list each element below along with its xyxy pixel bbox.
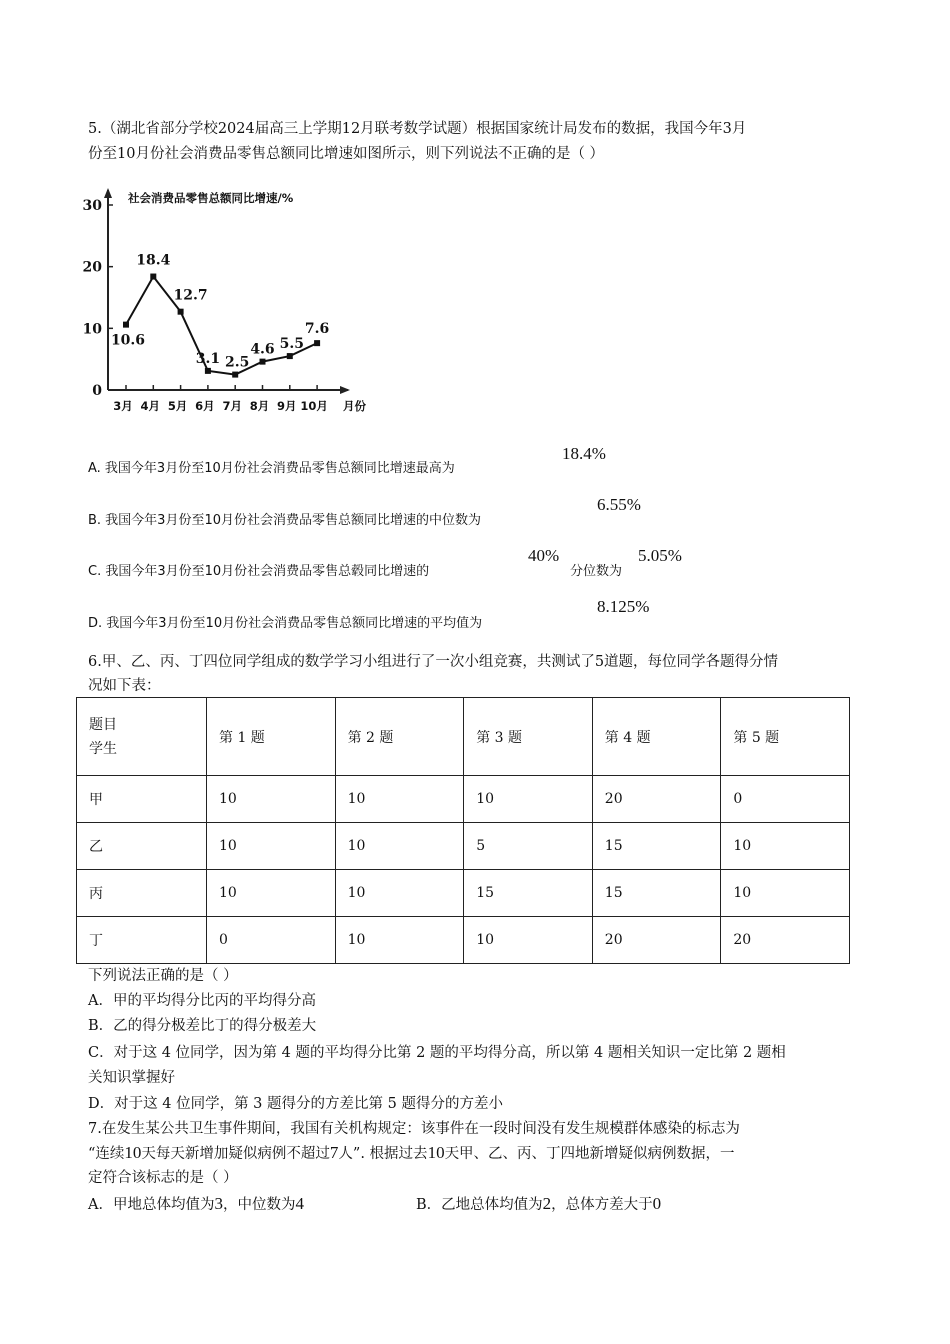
- q7-number-10: 10: [124, 1143, 142, 1162]
- q5-option-a-text: A. 我国今年3月份至10月份社会消费品零售总额同比增速最高为: [88, 461, 455, 476]
- table-row: [77, 776, 850, 823]
- score-cell: 0: [207, 917, 336, 964]
- q6-option-c-line1: C．对于这 4 位同学，因为第 4 题的平均得分比第 2 题的平均得分高，所以第 4 题相关知识一定比第 2 题相: [88, 1045, 786, 1061]
- data-point: [287, 353, 293, 359]
- q5-option-c-value: 5.05%: [638, 546, 682, 565]
- x-tick-label: 8月: [249, 399, 270, 413]
- score-cell: 10: [207, 776, 336, 823]
- score-cell: 20: [592, 776, 721, 823]
- q7-option-a: [88, 1191, 304, 1218]
- y-tick-label: 20: [82, 259, 102, 276]
- y-axis-arrow: [104, 188, 112, 198]
- series-line: [126, 277, 317, 375]
- table-corner-cell: [77, 698, 207, 776]
- x-tick-label: 4月: [140, 399, 161, 413]
- x-tick-label: 6月: [195, 399, 215, 413]
- q7-option-b: [416, 1191, 661, 1218]
- score-cell: 20: [721, 917, 850, 964]
- q7-option-a-median: 4: [295, 1194, 304, 1213]
- corner-bottom-label: 学生: [89, 740, 117, 757]
- score-cell: 10: [207, 870, 336, 917]
- x-axis-title: 月份: [343, 399, 366, 413]
- q5-stem-line1: 5.（湖北省部分学校2024届高三上学期12月联考数学试题）根据国家统计局发布的数据，我国今年3月: [88, 121, 747, 137]
- score-cell: 10: [335, 917, 464, 964]
- growth-line-chart: [80, 180, 380, 420]
- q5-stem-line2: 份至10月份社会消费品零售总额同比增速如图所示，则下列说法不正确的是（ ）: [88, 146, 605, 162]
- score-cell: 0: [721, 776, 850, 823]
- chart-title: 社会消费品零售总额同比增速/%: [128, 191, 294, 205]
- q7-option-b-mean: 2: [542, 1194, 552, 1213]
- score-cell: 10: [721, 870, 850, 917]
- data-label: 18.4: [136, 252, 171, 269]
- score-cell: 20: [592, 917, 721, 964]
- q7-line3: 定符合该标志的是（ ）: [88, 1170, 238, 1186]
- q6-option-b: B．乙的得分极差比丁的得分极差大: [88, 1018, 317, 1034]
- header-cell: 第 1 题: [207, 698, 336, 776]
- data-label: 12.7: [173, 287, 208, 304]
- header-cell: 第 4 题: [592, 698, 721, 776]
- score-cell: 10: [335, 870, 464, 917]
- x-axis-arrow: [340, 386, 350, 394]
- q7-line2-a: “连续: [88, 1146, 125, 1162]
- table-row: [77, 917, 850, 964]
- q5-option-c-part1: C. 我国今年3月份至10月份社会消费品零售总毂同比增速的: [88, 564, 430, 579]
- q7-option-a-text1: A．甲地总体均值为: [88, 1197, 215, 1213]
- score-cell: 15: [592, 823, 721, 870]
- q5-option-b-value: 6.55%: [597, 495, 641, 514]
- score-cell: 15: [592, 870, 721, 917]
- data-label: 10.6: [110, 332, 146, 349]
- x-tick-label: 3月: [113, 399, 133, 413]
- table-header-row: [77, 698, 850, 776]
- q5-option-a-value: 18.4%: [562, 444, 606, 463]
- q6-option-a: A．甲的平均得分比丙的平均得分高: [88, 993, 316, 1009]
- data-point: [314, 340, 320, 346]
- score-cell: 10: [464, 917, 593, 964]
- q5-option-c-part2: 分位数为: [570, 564, 623, 579]
- q7-line1: 7.在发生某公共卫生事件期间，我国有关机构规定：该事件在一段时间没有发生规模群体感染的标志为: [88, 1121, 740, 1137]
- q7-option-b-variance: 0: [652, 1194, 662, 1213]
- q7-line2: [88, 1140, 735, 1167]
- data-label: 5.5: [279, 336, 304, 353]
- q5-option-d: D. 我国今年3月份至10月份社会消费品零售总额同比增速的平均值为: [88, 616, 483, 631]
- q6-stem-line2: 况如下表：: [88, 678, 161, 694]
- header-cell: 第 3 题: [464, 698, 593, 776]
- data-point: [260, 359, 266, 365]
- score-cell: 15: [464, 870, 593, 917]
- x-tick-label: 5月: [167, 399, 188, 413]
- header-cell: 第 2 题: [335, 698, 464, 776]
- data-label: 7.6: [304, 321, 330, 338]
- student-name-cell: 丁: [77, 917, 207, 964]
- header-cell: 第 5 题: [721, 698, 850, 776]
- q7-option-b-text2: ，总体方差大于: [551, 1197, 653, 1213]
- q5-option-c-percent: 40%: [528, 546, 560, 565]
- corner-top-label: 题目: [89, 716, 117, 733]
- q7-line2-d: 天甲、乙、丙、丁四地新增疑似病例数据，一: [444, 1146, 735, 1162]
- score-table: [76, 697, 850, 964]
- score-cell: 10: [207, 823, 336, 870]
- q5-option-b: [88, 509, 481, 528]
- score-cell: 10: [335, 776, 464, 823]
- q6-prompt: 下列说法正确的是（ ）: [88, 968, 238, 984]
- q5-option-b-text: B. 我国今年3月份至10月份社会消费品零售总额同比增速的中位数为: [88, 513, 481, 528]
- table-row: [77, 870, 850, 917]
- data-point: [178, 309, 184, 315]
- table-row: [77, 823, 850, 870]
- score-cell: 10: [721, 823, 850, 870]
- q5-option-d-value: 8.125%: [597, 597, 650, 616]
- q7-number-7: 7: [329, 1143, 339, 1162]
- y-tick-label: 0: [92, 383, 102, 399]
- q7-option-a-text2: ，中位数为: [222, 1197, 296, 1213]
- y-tick-label: 30: [82, 198, 102, 214]
- data-point: [232, 372, 238, 378]
- score-cell: 5: [464, 823, 593, 870]
- data-label: 4.6: [250, 341, 275, 358]
- q7-line2-b: 天每天新增加疑似病例不超过: [141, 1146, 330, 1162]
- student-name-cell: 丙: [77, 870, 207, 917]
- x-tick-label: 7月: [222, 399, 242, 413]
- student-name-cell: 甲: [77, 776, 207, 823]
- data-point: [150, 274, 156, 280]
- q6-stem-line1: 6.甲、乙、丙、丁四位同学组成的数学学习小组进行了一次小组竞赛，共测试了5道题，每位同学各题得分情: [88, 654, 779, 670]
- score-cell: 10: [335, 823, 464, 870]
- q7-number-10b: 10: [427, 1143, 445, 1162]
- x-tick-label: 9月: [277, 399, 297, 413]
- q6-option-c-line2: 关知识掌握好: [88, 1070, 175, 1086]
- data-point: [123, 322, 129, 328]
- data-label: 2.5: [225, 354, 250, 371]
- q7-option-a-mean: 3: [214, 1194, 223, 1213]
- q5-option-a: [88, 457, 455, 476]
- q6-option-d: D．对于这 4 位同学，第 3 题得分的方差比第 5 题得分的方差小: [88, 1096, 503, 1112]
- x-tick-label: 10月: [300, 399, 328, 413]
- student-name-cell: 乙: [77, 823, 207, 870]
- score-cell: 10: [464, 776, 593, 823]
- y-tick-label: 10: [82, 321, 102, 338]
- q7-line2-c: 人”. 根据过去: [338, 1146, 428, 1162]
- data-point: [205, 368, 211, 374]
- data-label: 3.1: [195, 350, 221, 367]
- q7-option-b-text1: B．乙地总体均值为: [416, 1197, 543, 1213]
